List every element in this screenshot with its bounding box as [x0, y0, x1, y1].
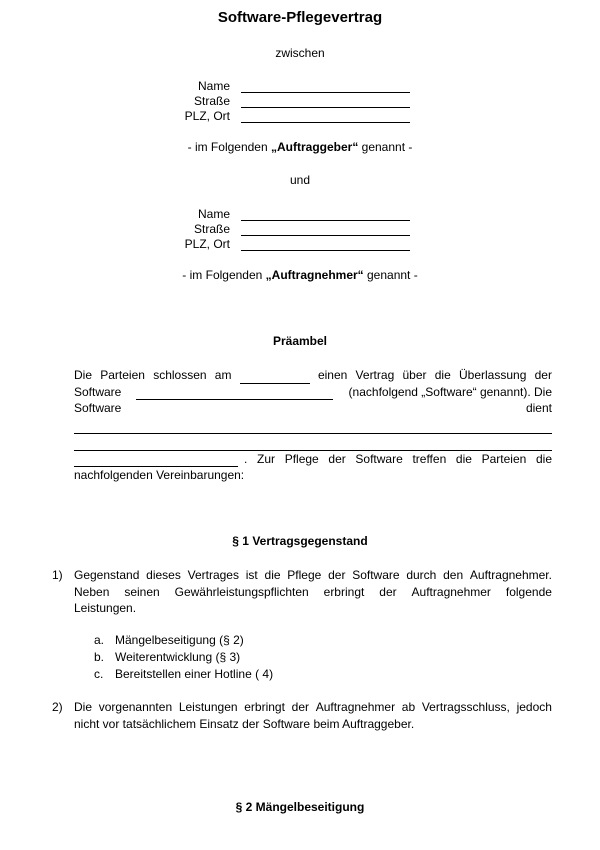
word: Software — [355, 451, 403, 466]
word: die — [264, 568, 281, 582]
word: seinen — [124, 584, 160, 599]
item1-line-3: Leistungen. — [74, 601, 137, 615]
software-purpose-line-2[interactable] — [74, 434, 552, 451]
section1-heading: § 1 Vertragsgegenstand — [232, 534, 368, 548]
word: Gewährleistungspflichten — [174, 584, 309, 599]
and-text: und — [289, 173, 311, 187]
software-purpose-line-1[interactable] — [74, 417, 552, 434]
party2-role-name: „Auftragnehmer“ — [265, 268, 364, 282]
document-title: Software-Pflegevertrag — [217, 9, 383, 26]
item1-number: 1) — [52, 568, 63, 582]
party2-city-label: PLZ, Ort — [184, 237, 230, 251]
word: Auftragnehmer — [315, 700, 396, 714]
word: Parteien — [481, 451, 527, 466]
word: treffen — [412, 451, 447, 466]
subitem-text: Mängelbeseitigung (§ 2) — [115, 633, 244, 647]
contract-date-blank[interactable] — [240, 371, 310, 384]
word: erbringt — [323, 584, 365, 599]
party1-role — [0, 140, 600, 154]
word: Software — [74, 384, 122, 399]
item1-line-2 — [74, 584, 552, 601]
party1-city-row — [0, 109, 600, 124]
preamble-paragraph — [74, 367, 552, 484]
word: über — [402, 368, 427, 382]
between-text: zwischen — [275, 46, 325, 60]
party2-name-line[interactable] — [241, 220, 410, 221]
item2-line-2: nicht vor tatsächlichem Einsatz der Software beim Auftraggeber. — [74, 716, 415, 731]
item2-line-1 — [74, 699, 552, 716]
item1-text — [74, 567, 552, 617]
word: Gegenstand — [74, 568, 140, 582]
party2-role-suffix: genannt - — [363, 268, 418, 282]
preamble-line-6 — [74, 451, 552, 468]
preamble-line-1 — [74, 367, 552, 384]
party2-street-label: Straße — [193, 222, 230, 236]
word: Software — [74, 401, 122, 415]
word: der — [379, 584, 397, 599]
word: Vertrag — [355, 368, 395, 382]
word: dient — [525, 401, 552, 415]
party2-role — [0, 268, 600, 282]
party1-name-line[interactable] — [241, 92, 410, 93]
word: Leistungen — [178, 700, 238, 714]
word: Vertragsschluss, — [421, 700, 510, 714]
party2-role-prefix: - im Folgenden — [182, 268, 266, 282]
party2-name-label: Name — [197, 207, 230, 221]
preamble-line-7: nachfolgenden Vereinbarungen: — [74, 468, 245, 482]
word: einen — [317, 368, 348, 382]
item2-number: 2) — [52, 700, 63, 714]
party1-role-name: „Auftraggeber“ — [270, 140, 359, 154]
word: der — [328, 451, 346, 466]
word: Auftragnehmer — [411, 584, 491, 599]
word: jedoch — [516, 700, 552, 714]
party1-name-label: Name — [197, 79, 230, 93]
preamble-text: (nachfolgend „Software“ genannt). Die — [348, 384, 552, 399]
word: Parteien — [100, 368, 145, 382]
word: Neben — [74, 584, 110, 599]
word: Zur — [257, 451, 276, 466]
word: Die — [74, 700, 93, 714]
word: Vertrages — [187, 568, 239, 582]
party2-city-line[interactable] — [241, 250, 410, 251]
preamble-line-2 — [74, 384, 552, 401]
word: erbringt — [244, 700, 285, 714]
party1-street-row — [0, 94, 600, 109]
subitem-letter: b. — [94, 650, 105, 664]
item1-line-1 — [74, 567, 552, 584]
party1-name-row — [0, 79, 600, 94]
party1-role-prefix: - im Folgenden — [187, 140, 271, 154]
party2-street-row — [0, 222, 600, 237]
party2-street-line[interactable] — [241, 235, 410, 236]
purpose-end-group — [74, 451, 247, 468]
party2-name-row — [0, 207, 600, 222]
preamble-line-3 — [74, 400, 552, 417]
party1-street-label: Straße — [193, 94, 230, 108]
word: der — [291, 700, 309, 714]
party1-street-line[interactable] — [241, 107, 410, 108]
software-name-blank[interactable] — [136, 387, 333, 400]
subitem-text: Weiterentwicklung (§ 3) — [115, 650, 241, 664]
party2-city-row — [0, 237, 600, 252]
word: Pflege — [284, 451, 319, 466]
word: Die — [74, 368, 93, 382]
period: . — [244, 451, 248, 466]
preamble-heading: Präambel — [272, 334, 328, 348]
word: Auftragnehmer. — [469, 568, 552, 582]
party1-role-suffix: genannt - — [358, 140, 413, 154]
word: folgende — [505, 584, 552, 599]
word: Software — [352, 568, 400, 582]
section2-heading: § 2 Mängelbeseitigung — [235, 800, 365, 814]
word: ist — [245, 568, 258, 582]
word: die — [434, 368, 451, 382]
word: der — [328, 568, 346, 582]
word: am — [214, 368, 232, 382]
item2-text — [74, 699, 552, 732]
word: Überlassung — [459, 368, 527, 382]
word: dieses — [146, 568, 181, 582]
word: der — [534, 368, 552, 382]
subitem-text: Bereitstellen einer Hotline ( 4) — [115, 667, 274, 681]
subitem-c — [94, 666, 273, 683]
subitem-a — [94, 632, 244, 649]
software-purpose-line-3[interactable] — [74, 454, 238, 467]
subitem-letter: c. — [94, 667, 104, 681]
party1-city-line[interactable] — [241, 122, 410, 123]
subitem-letter: a. — [94, 633, 105, 647]
word: Pflege — [287, 568, 322, 582]
word: schlossen — [153, 368, 207, 382]
word: vorgenannten — [98, 700, 173, 714]
word: die — [455, 451, 472, 466]
party1-city-label: PLZ, Ort — [184, 109, 230, 123]
word: die — [535, 451, 552, 466]
subitem-b — [94, 649, 240, 666]
word: den — [443, 568, 464, 582]
word: ab — [401, 700, 416, 714]
word: durch — [406, 568, 437, 582]
